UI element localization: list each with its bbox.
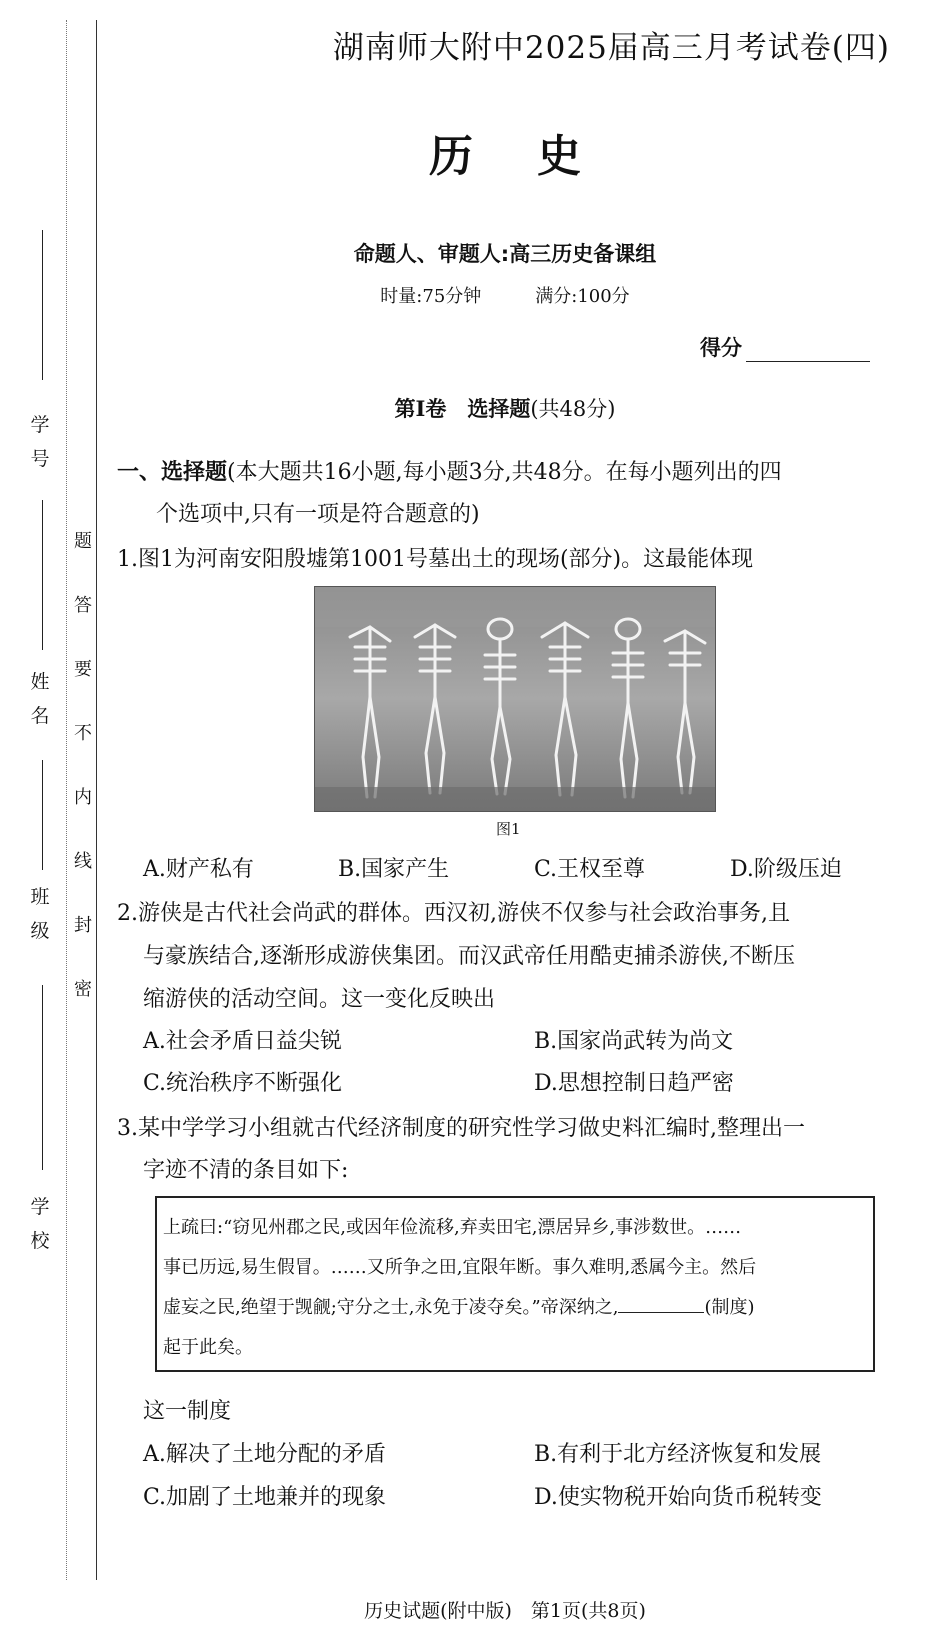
score-field[interactable] bbox=[700, 332, 870, 362]
question-3-stem-line-1: 3.某中学学习小组就古代经济制度的研究性学习做史料汇编时,整理出一 bbox=[117, 1116, 805, 1141]
exam-title: 湖南师大附中2025届高三月考试卷(四) bbox=[332, 30, 890, 66]
quote-line-2: 事已历远,易生假冒。……又所争之田,宜限年断。事久难明,悉属今主。然后 bbox=[163, 1257, 757, 1278]
score-label: 得分 bbox=[700, 336, 742, 360]
q2-option-d[interactable]: D.思想控制日趋严密 bbox=[534, 1071, 734, 1096]
question-1-stem: 1.图1为河南安阳殷墟第1001号墓出土的现场(部分)。这最能体现 bbox=[117, 547, 754, 572]
q3-option-c[interactable]: C.加剧了土地兼并的现象 bbox=[143, 1485, 387, 1510]
q1-option-d[interactable]: D.阶级压迫 bbox=[730, 857, 842, 882]
q2-option-a[interactable]: A.社会矛盾日益尖锐 bbox=[143, 1029, 342, 1054]
q2-option-b[interactable]: B.国家尚武转为尚文 bbox=[534, 1029, 734, 1054]
question-2-stem-line-3: 缩游侠的活动空间。这一变化反映出 bbox=[143, 987, 496, 1012]
field-rule-school bbox=[42, 985, 43, 1170]
binding-dashed-line bbox=[66, 20, 67, 1580]
binding-notice: 题 答 要 不 内 线 封 密 bbox=[74, 531, 92, 1000]
tomb-excavation-image bbox=[314, 586, 716, 812]
q3-option-b[interactable]: B.有利于北方经济恢复和发展 bbox=[534, 1442, 822, 1467]
binding-solid-line bbox=[96, 20, 97, 1580]
question-2-stem-line-1: 2.游侠是古代社会尚武的群体。西汉初,游侠不仅参与社会政治事务,且 bbox=[117, 901, 790, 926]
figure-1-caption: 图1 bbox=[496, 820, 521, 838]
q1-option-c[interactable]: C.王权至尊 bbox=[534, 857, 646, 882]
quote-line-4: 起于此矣。 bbox=[163, 1337, 253, 1358]
field-rule-student-id bbox=[42, 230, 43, 380]
q3-option-a[interactable]: A.解决了土地分配的矛盾 bbox=[143, 1442, 386, 1467]
page-footer: 历史试题(附中版) 第1页(共8页) bbox=[364, 1600, 646, 1622]
field-label-student-id: 学号 bbox=[30, 414, 50, 470]
skeletons-illustration bbox=[315, 587, 715, 811]
field-label-school: 学校 bbox=[30, 1196, 50, 1252]
subject-title: 历史 bbox=[429, 131, 645, 182]
field-rule-name bbox=[42, 500, 43, 650]
question-2-stem-line-2: 与豪族结合,逐渐形成游侠集团。而汉武帝任用酷吏捕杀游侠,不断压 bbox=[143, 944, 795, 969]
q1-option-b[interactable]: B.国家产生 bbox=[338, 857, 450, 882]
field-label-class: 班级 bbox=[30, 886, 50, 942]
field-rule-class bbox=[42, 760, 43, 870]
section-heading: 一、选择题(本大题共16小题,每小题3分,共48分。在每小题列出的四 bbox=[117, 460, 782, 485]
section-instruction: 个选项中,只有一项是符合题意的) bbox=[156, 502, 480, 527]
q1-option-a[interactable]: A.财产私有 bbox=[143, 857, 254, 882]
quote-blank bbox=[618, 1296, 704, 1313]
q3-option-d[interactable]: D.使实物税开始向货币税转变 bbox=[534, 1485, 822, 1510]
time-limit: 时量:75分钟 bbox=[380, 286, 482, 307]
time-score-line bbox=[120, 282, 890, 308]
question-3-followup: 这一制度 bbox=[143, 1399, 232, 1424]
score-blank[interactable] bbox=[746, 341, 870, 362]
question-3-stem-line-2: 字迹不清的条目如下: bbox=[143, 1158, 349, 1183]
field-label-name: 姓名 bbox=[30, 671, 50, 727]
part-title: 第Ⅰ卷 选择题(共48分) bbox=[394, 396, 616, 421]
q2-option-c[interactable]: C.统治秩序不断强化 bbox=[143, 1071, 343, 1096]
quote-line-3: 虚妄之民,绝望于觊觎;守分之士,永免于凌夺矣。”帝深纳之, (制度) bbox=[163, 1297, 755, 1318]
full-score: 满分:100分 bbox=[535, 286, 630, 307]
historical-quote-box bbox=[155, 1196, 875, 1372]
authors-line: 命题人、审题人:高三历史备课组 bbox=[353, 242, 657, 266]
quote-line-1: 上疏曰:“窃见州郡之民,或因年俭流移,弃卖田宅,漂居异乡,事涉数世。…… bbox=[163, 1217, 742, 1238]
